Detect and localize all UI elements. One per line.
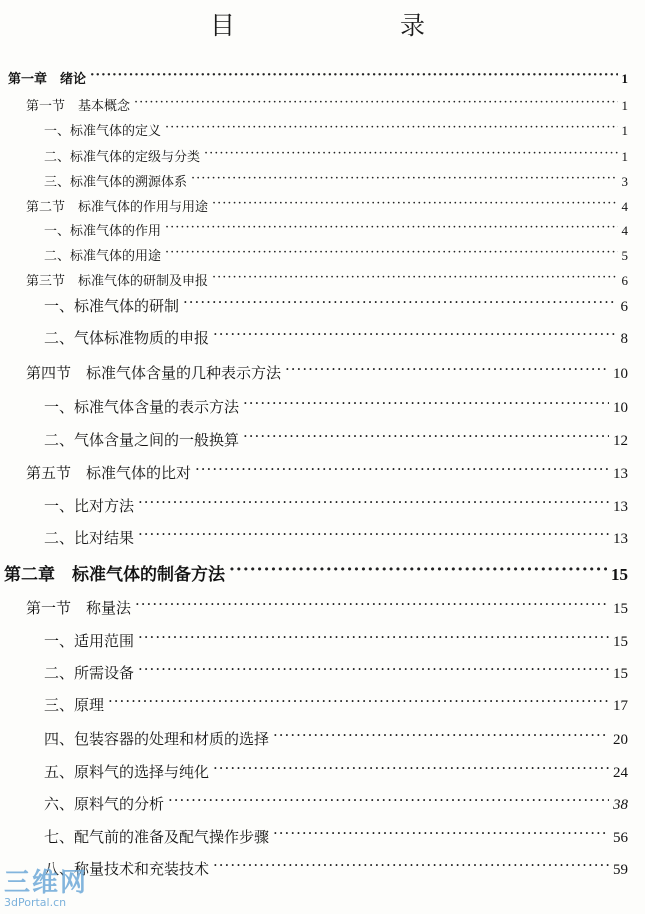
leader-dots xyxy=(243,430,609,445)
toc-page-number: 10 xyxy=(613,366,628,382)
toc-entry-subsection[interactable] xyxy=(44,826,628,847)
toc-page-number: 4 xyxy=(621,199,628,214)
toc-entry-subsection[interactable] xyxy=(44,858,628,879)
leader-dots xyxy=(165,122,617,135)
leader-dots xyxy=(168,794,609,809)
toc-entry-section[interactable] xyxy=(26,462,628,483)
toc-entry-subsection[interactable] xyxy=(44,245,628,264)
toc-entry-subsection[interactable] xyxy=(44,527,628,548)
toc-page-number: 17 xyxy=(613,698,628,714)
toc-entry-chapter[interactable] xyxy=(8,68,628,87)
toc-entry-subsection[interactable] xyxy=(44,120,628,139)
toc-entry-section[interactable] xyxy=(26,362,628,383)
toc-page-number: 6 xyxy=(620,299,628,315)
toc-entry-label: 四、包装容器的处理和材质的选择 xyxy=(44,730,270,748)
watermark-url: 3dPortal.cn xyxy=(4,896,67,909)
toc-page-number: 13 xyxy=(613,466,628,482)
toc-entry-subsection[interactable] xyxy=(44,146,628,165)
toc-entry-label: 三、标准气体的溯源体系 xyxy=(44,175,188,190)
leader-dots xyxy=(229,563,607,580)
toc-page-number: 6 xyxy=(621,273,628,288)
toc-entry-subsection[interactable] xyxy=(44,495,628,516)
toc-entry-subsection[interactable] xyxy=(44,220,628,239)
leader-dots xyxy=(138,496,609,511)
leader-dots xyxy=(213,859,609,874)
leader-dots xyxy=(204,148,617,161)
toc-entry-label: 三、原理 xyxy=(44,696,105,714)
toc-entry-label: 第五节 标准气体的比对 xyxy=(26,464,192,482)
toc-entry-subsection[interactable] xyxy=(44,327,628,348)
toc-entry-label: 二、气体含量之间的一般换算 xyxy=(44,431,240,449)
toc-entry-section[interactable] xyxy=(26,270,628,289)
leader-dots xyxy=(191,173,617,186)
leader-dots xyxy=(212,198,617,211)
leader-dots xyxy=(213,328,616,343)
toc-entry-label: 二、所需设备 xyxy=(44,664,135,682)
toc-page-number: 24 xyxy=(613,765,628,781)
toc-page-number: 20 xyxy=(613,732,628,748)
toc-entry-label: 七、配气前的准备及配气操作步骤 xyxy=(44,828,270,846)
toc-page-number: 1 xyxy=(621,123,628,138)
toc-entry-label: 一、标准气体的定义 xyxy=(44,124,162,139)
toc-entry-label: 第一节 称量法 xyxy=(26,599,132,617)
toc-page-number: 15 xyxy=(611,565,628,584)
leader-dots xyxy=(285,363,609,378)
watermark-logo-text: 三维网 xyxy=(4,868,89,898)
leader-dots xyxy=(138,528,609,543)
leader-dots xyxy=(90,70,617,83)
toc-page-number: 13 xyxy=(613,531,628,547)
toc-page-number: 15 xyxy=(613,666,628,682)
toc-entry-label: 第一节 基本概念 xyxy=(26,99,131,114)
toc-page-number: 1 xyxy=(621,98,628,113)
page-title: 目 录 xyxy=(209,11,495,40)
toc-entry-section[interactable] xyxy=(26,95,628,114)
toc-entry-subsection[interactable] xyxy=(44,171,628,190)
toc-entry-subsection[interactable] xyxy=(44,793,628,814)
toc-entry-label: 一、标准气体含量的表示方法 xyxy=(44,398,240,416)
site-watermark xyxy=(4,870,88,908)
toc-page-number: 15 xyxy=(613,634,628,650)
toc-entry-label: 二、标准气体的用途 xyxy=(44,249,162,264)
toc-page-number: 5 xyxy=(621,248,628,263)
toc-entry-section[interactable] xyxy=(26,597,628,618)
leader-dots xyxy=(183,296,616,311)
leader-dots xyxy=(273,729,609,744)
toc-entry-label: 第四节 标准气体含量的几种表示方法 xyxy=(26,364,282,382)
leader-dots xyxy=(212,272,617,285)
toc-page-number: 56 xyxy=(613,830,628,846)
leader-dots xyxy=(195,463,609,478)
toc-entry-label: 一、标准气体的作用 xyxy=(44,224,162,239)
toc-entry-subsection[interactable] xyxy=(44,761,628,782)
toc-page-number: 4 xyxy=(621,223,628,238)
toc-entry-label: 五、原料气的选择与纯化 xyxy=(44,763,210,781)
toc-entry-label: 二、标准气体的定级与分类 xyxy=(44,150,201,165)
toc-page-number: 3 xyxy=(621,174,628,189)
toc-entry-label: 第二节 标准气体的作用与用途 xyxy=(26,200,209,215)
toc-entry-label: 一、适用范围 xyxy=(44,632,135,650)
toc-entry-subsection[interactable] xyxy=(44,694,628,715)
leader-dots xyxy=(243,397,609,412)
toc-entry-label: 第三节 标准气体的研制及申报 xyxy=(26,274,209,289)
toc-page-number: 15 xyxy=(613,601,628,617)
leader-dots xyxy=(213,762,609,777)
toc-entry-label: 六、原料气的分析 xyxy=(44,795,165,813)
toc-page-number: 1 xyxy=(621,71,628,86)
toc-entry-label: 二、气体标准物质的申报 xyxy=(44,329,210,347)
toc-page-number: 59 xyxy=(613,862,628,878)
leader-dots xyxy=(135,598,609,613)
toc-entry-subsection[interactable] xyxy=(44,429,628,450)
toc-entry-chapter[interactable] xyxy=(4,560,628,585)
toc-page-number: 10 xyxy=(613,400,628,416)
toc-entry-label: 二、比对结果 xyxy=(44,529,135,547)
toc-page-number: 13 xyxy=(613,499,628,515)
leader-dots xyxy=(138,631,609,646)
toc-entry-subsection[interactable] xyxy=(44,295,628,316)
toc-entry-subsection[interactable] xyxy=(44,662,628,683)
toc-entry-subsection[interactable] xyxy=(44,728,628,749)
toc-entry-subsection[interactable] xyxy=(44,396,628,417)
toc-entry-label: 一、标准气体的研制 xyxy=(44,297,180,315)
toc-entry-label: 八、称量技术和充装技术 xyxy=(44,860,210,878)
toc-entry-section[interactable] xyxy=(26,196,628,215)
toc-entry-label: 第一章 绪论 xyxy=(8,72,87,87)
toc-entry-label: 第二章 标准气体的制备方法 xyxy=(4,565,225,585)
leader-dots xyxy=(108,695,609,710)
toc-entry-subsection[interactable] xyxy=(44,630,628,651)
toc-page-number: 1 xyxy=(621,149,628,164)
leader-dots xyxy=(134,97,617,110)
toc-entry-label: 一、比对方法 xyxy=(44,497,135,515)
toc-page-number: 12 xyxy=(613,433,628,449)
leader-dots xyxy=(165,247,617,260)
toc-page-number: 8 xyxy=(620,331,628,347)
toc-page-number: 38 xyxy=(613,797,628,813)
leader-dots xyxy=(273,827,609,842)
leader-dots xyxy=(165,222,617,235)
leader-dots xyxy=(138,663,609,678)
